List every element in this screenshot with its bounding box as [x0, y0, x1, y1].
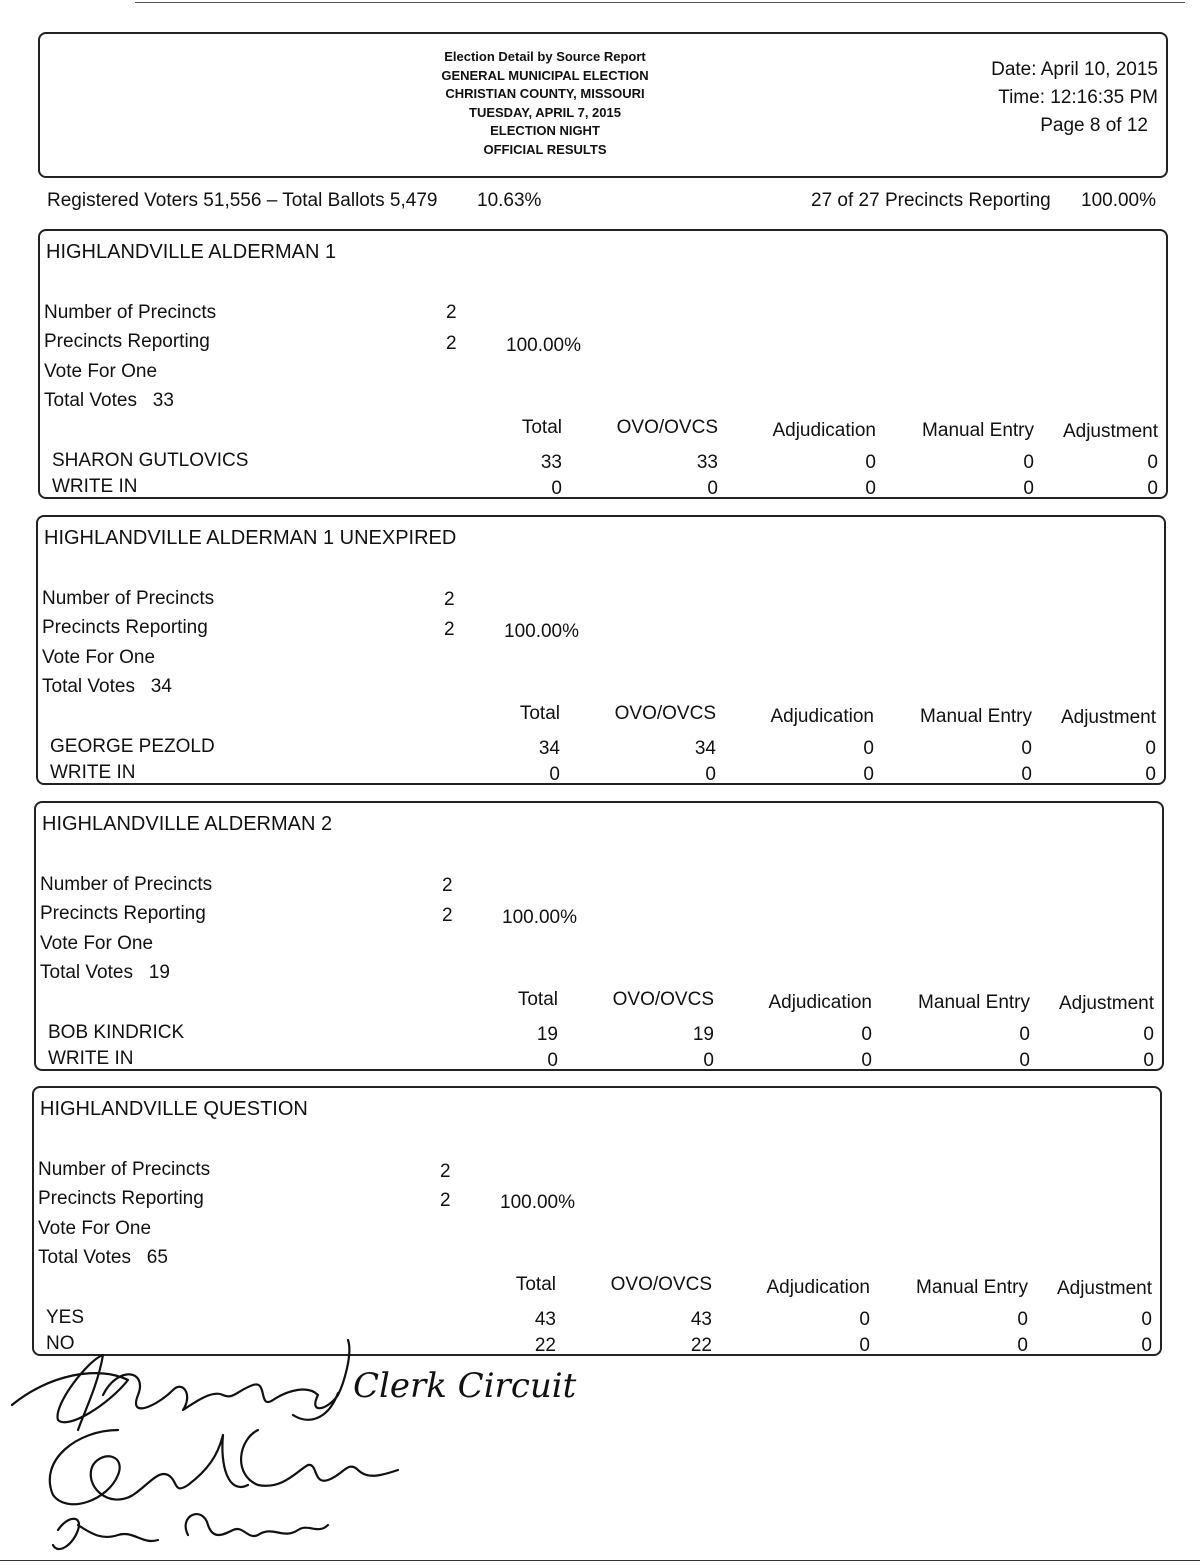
contest-title: HIGHLANDVILLE QUESTION	[40, 1098, 308, 1120]
choice-adjudication: 0	[859, 1309, 870, 1330]
column-header-total: Total	[517, 989, 558, 1010]
column-header-adjudication: Adjudication	[770, 706, 874, 727]
choice-ovo-ovcs: 0	[705, 764, 716, 785]
total-votes-label: Total Votes	[38, 1247, 131, 1268]
column-header-ovo-ovcs: OVO/OVCS	[614, 703, 716, 724]
choice-ovo-ovcs: 34	[694, 738, 716, 759]
signature-stroke	[53, 1519, 158, 1549]
choice-manual-entry: 0	[1023, 452, 1034, 473]
signature-stroke	[12, 1355, 128, 1430]
column-header-total: Total	[515, 1274, 556, 1295]
choice-ovo-ovcs: 19	[692, 1024, 714, 1045]
precincts-reporting-value: 2	[442, 905, 453, 926]
choice-adjustment: 0	[1145, 738, 1156, 759]
number-of-precincts-value: 2	[444, 589, 455, 610]
signature-stroke	[50, 1430, 248, 1504]
choice-total: 43	[534, 1309, 556, 1330]
column-header-manual-entry: Manual Entry	[920, 706, 1032, 727]
county-name: CHRISTIAN COUNTY, MISSOURI	[445, 86, 645, 101]
handwritten-signatures	[8, 1335, 588, 1560]
precincts-reporting-percent: 100.00%	[1081, 190, 1157, 211]
choice-adjudication: 0	[865, 478, 876, 499]
column-header-manual-entry: Manual Entry	[922, 420, 1034, 441]
choice-total: 22	[534, 1335, 556, 1356]
precincts-reporting-percent: 100.00%	[500, 1192, 576, 1213]
precincts-reporting-label: Precincts Reporting	[40, 903, 206, 924]
number-of-precincts-value: 2	[440, 1161, 451, 1182]
choice-name: BOB KINDRICK	[48, 1022, 185, 1043]
choice-row	[36, 1022, 1162, 1048]
number-of-precincts-label: Number of Precincts	[44, 302, 217, 323]
contest-title: HIGHLANDVILLE ALDERMAN 1 UNEXPIRED	[44, 527, 457, 549]
contest-title: HIGHLANDVILLE ALDERMAN 1	[46, 241, 337, 263]
choice-adjustment: 0	[1141, 1335, 1152, 1356]
choice-manual-entry: 0	[1019, 1024, 1030, 1045]
choice-row	[36, 1048, 1162, 1074]
total-votes-value: 19	[148, 962, 170, 983]
number-of-precincts-label: Number of Precincts	[38, 1159, 211, 1180]
choice-ovo-ovcs: 43	[690, 1309, 712, 1330]
signature-stroke	[186, 1514, 328, 1536]
vote-for-label: Vote For One	[38, 1218, 152, 1239]
column-header-adjudication: Adjudication	[768, 992, 872, 1013]
registered-voters-summary: Registered Voters 51,556 – Total Ballots 5,479	[47, 190, 438, 211]
precincts-reporting-percent: 100.00%	[504, 621, 580, 642]
column-header-adjudication: Adjudication	[772, 420, 876, 441]
column-header-manual-entry: Manual Entry	[916, 1277, 1028, 1298]
column-header-total: Total	[519, 703, 560, 724]
report-time: Time: 12:16:35 PM	[998, 87, 1158, 108]
vote-for-label: Vote For One	[44, 361, 158, 382]
choice-adjustment: 0	[1141, 1309, 1152, 1330]
precincts-reporting-value: 2	[446, 333, 457, 354]
choice-adjudication: 0	[861, 1050, 872, 1071]
column-header-adjustment: Adjustment	[1056, 1278, 1152, 1299]
choice-manual-entry: 0	[1023, 478, 1034, 499]
choice-total: 34	[538, 738, 560, 759]
choice-adjudication: 0	[859, 1335, 870, 1356]
choice-total: 19	[536, 1024, 558, 1045]
column-header-ovo-ovcs: OVO/OVCS	[616, 417, 718, 438]
total-votes-value: 33	[152, 390, 174, 411]
choice-row	[34, 1307, 1160, 1333]
choice-name: YES	[46, 1307, 85, 1328]
total-votes-line	[40, 962, 170, 984]
precincts-reporting-value: 2	[444, 619, 455, 640]
choice-adjustment: 0	[1143, 1050, 1154, 1071]
signature-block	[8, 1335, 588, 1560]
column-header-ovo-ovcs: OVO/OVCS	[610, 1274, 712, 1295]
report-title-block	[380, 48, 710, 159]
precincts-reporting-summary: 27 of 27 Precincts Reporting	[811, 190, 1051, 211]
choice-name: NO	[46, 1333, 75, 1354]
column-header-adjudication: Adjudication	[766, 1277, 870, 1298]
precincts-reporting-label: Precincts Reporting	[38, 1188, 204, 1209]
choice-adjustment: 0	[1145, 764, 1156, 785]
signature-stroke	[103, 1340, 349, 1410]
choice-row	[40, 476, 1166, 502]
choice-name: WRITE IN	[52, 476, 138, 497]
election-night-label: ELECTION NIGHT	[490, 123, 600, 138]
choice-name: GEORGE PEZOLD	[50, 736, 215, 757]
election-date: TUESDAY, APRIL 7, 2015	[469, 104, 621, 120]
choice-adjudication: 0	[865, 452, 876, 473]
total-votes-line	[38, 1247, 168, 1269]
contest-title: HIGHLANDVILLE ALDERMAN 2	[42, 813, 333, 835]
precincts-reporting-label: Precincts Reporting	[44, 331, 210, 352]
column-header-adjustment: Adjustment	[1060, 707, 1156, 728]
contest-card	[34, 801, 1164, 1071]
precincts-reporting-label: Precincts Reporting	[42, 617, 208, 638]
election-name: GENERAL MUNICIPAL ELECTION	[441, 67, 649, 83]
choice-total: 0	[547, 1050, 558, 1071]
choice-adjustment: 0	[1147, 478, 1158, 499]
total-votes-value: 34	[150, 676, 172, 697]
choice-total: 33	[540, 452, 562, 473]
contest-card	[36, 515, 1166, 785]
page-number: Page 8 of 12	[1040, 115, 1148, 136]
choice-manual-entry: 0	[1021, 764, 1032, 785]
number-of-precincts-label: Number of Precincts	[40, 874, 213, 895]
choice-ovo-ovcs: 0	[707, 478, 718, 499]
total-votes-label: Total Votes	[42, 676, 135, 697]
total-votes-value: 65	[146, 1247, 168, 1268]
total-votes-line	[42, 676, 172, 698]
choice-row	[38, 762, 1164, 788]
choice-adjudication: 0	[863, 764, 874, 785]
choice-name: SHARON GUTLOVICS	[52, 450, 249, 471]
scan-bottom-rule	[0, 1560, 1200, 1561]
choice-adjudication: 0	[861, 1024, 872, 1045]
number-of-precincts-label: Number of Precincts	[42, 588, 215, 609]
signature-title: Clerk Circuit	[353, 1366, 577, 1406]
column-header-adjustment: Adjustment	[1058, 993, 1154, 1014]
precincts-reporting-percent: 100.00%	[502, 907, 578, 928]
contest-card	[38, 229, 1168, 499]
official-results-label: OFFICIAL RESULTS	[483, 141, 607, 157]
signature-stroke	[241, 1430, 398, 1486]
choice-row	[40, 450, 1166, 476]
number-of-precincts-value: 2	[446, 302, 457, 323]
report-type: Election Detail by Source Report	[444, 49, 646, 64]
choice-row	[38, 736, 1164, 762]
choice-adjustment: 0	[1143, 1024, 1154, 1045]
choice-manual-entry: 0	[1021, 738, 1032, 759]
choice-ovo-ovcs: 22	[690, 1335, 712, 1356]
choice-ovo-ovcs: 0	[703, 1050, 714, 1071]
precincts-reporting-value: 2	[440, 1190, 451, 1211]
choice-adjudication: 0	[863, 738, 874, 759]
choice-total: 0	[549, 764, 560, 785]
choice-manual-entry: 0	[1019, 1050, 1030, 1071]
column-header-total: Total	[521, 417, 562, 438]
column-header-ovo-ovcs: OVO/OVCS	[612, 989, 714, 1010]
vote-for-label: Vote For One	[40, 933, 154, 954]
choice-ovo-ovcs: 33	[696, 452, 718, 473]
total-votes-line	[44, 390, 174, 412]
choice-name: WRITE IN	[50, 762, 136, 783]
report-date: Date: April 10, 2015	[991, 59, 1158, 80]
vote-for-label: Vote For One	[42, 647, 156, 668]
total-votes-label: Total Votes	[40, 962, 133, 983]
choice-name: WRITE IN	[48, 1048, 134, 1069]
choice-total: 0	[551, 478, 562, 499]
column-header-adjustment: Adjustment	[1062, 421, 1158, 442]
column-header-manual-entry: Manual Entry	[918, 992, 1030, 1013]
report-header	[38, 32, 1168, 178]
contest-card	[32, 1086, 1162, 1356]
choice-adjustment: 0	[1147, 452, 1158, 473]
choice-manual-entry: 0	[1017, 1335, 1028, 1356]
number-of-precincts-value: 2	[442, 875, 453, 896]
report-meta	[991, 56, 1158, 140]
turnout-percent: 10.63%	[477, 190, 542, 211]
scan-top-rule	[135, 2, 1185, 3]
choice-manual-entry: 0	[1017, 1309, 1028, 1330]
precincts-reporting-percent: 100.00%	[506, 335, 582, 356]
total-votes-label: Total Votes	[44, 390, 137, 411]
